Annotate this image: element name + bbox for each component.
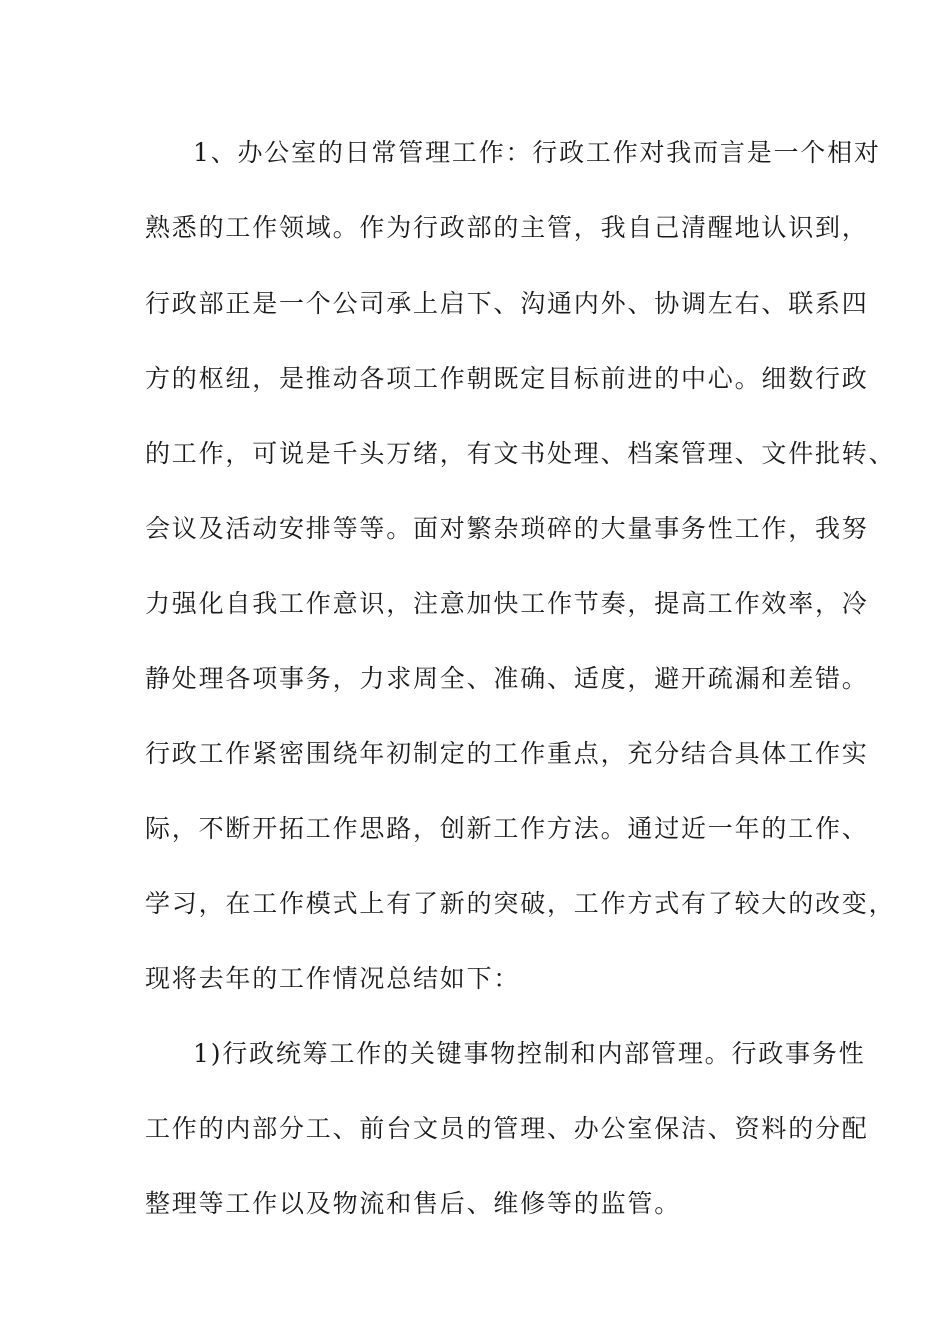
paragraph-1-line-3: 行政部正是一个公司承上启下、沟通内外、协调左右、联系四	[145, 289, 869, 318]
paragraph-1-line-5: 的工作，可说是千头万绪，有文书处理、档案管理、文件批转、	[145, 439, 896, 468]
paragraph-2-line-1: 1)行政统筹工作的关键事物控制和内部管理。行政事务性	[193, 1039, 866, 1068]
paragraph-1-line-11: 学习，在工作模式上有了新的突破，工作方式有了较大的改变，	[145, 889, 896, 918]
paragraph-1-line-6: 会议及活动安排等等。面对繁杂琐碎的大量事务性工作，我努	[145, 514, 869, 543]
paragraph-2-line-2: 工作的内部分工、前台文员的管理、办公室保洁、资料的分配	[145, 1114, 869, 1143]
paragraph-1-line-2: 熟悉的工作领域。作为行政部的主管，我自己清醒地认识到，	[145, 213, 869, 242]
paragraph-1-line-4: 方的枢纽，是推动各项工作朝既定目标前进的中心。细数行政	[145, 364, 869, 393]
paragraph-1-line-1: 1、办公室的日常管理工作：行政工作对我而言是一个相对	[193, 138, 881, 167]
paragraph-1-line-7: 力强化自我工作意识，注意加快工作节奏，提高工作效率，冷	[145, 589, 869, 618]
paragraph-1-line-10: 际，不断开拓工作思路，创新工作方法。通过近一年的工作、	[145, 814, 869, 843]
paragraph-1-line-12: 现将去年的工作情况总结如下：	[145, 964, 521, 993]
paragraph-2-line-3: 整理等工作以及物流和售后、维修等的监管。	[145, 1189, 682, 1218]
paragraph-1-line-9: 行政工作紧密围绕年初制定的工作重点，充分结合具体工作实	[145, 739, 869, 768]
paragraph-1-line-8: 静处理各项事务，力求周全、准确、适度，避开疏漏和差错。	[145, 664, 869, 693]
